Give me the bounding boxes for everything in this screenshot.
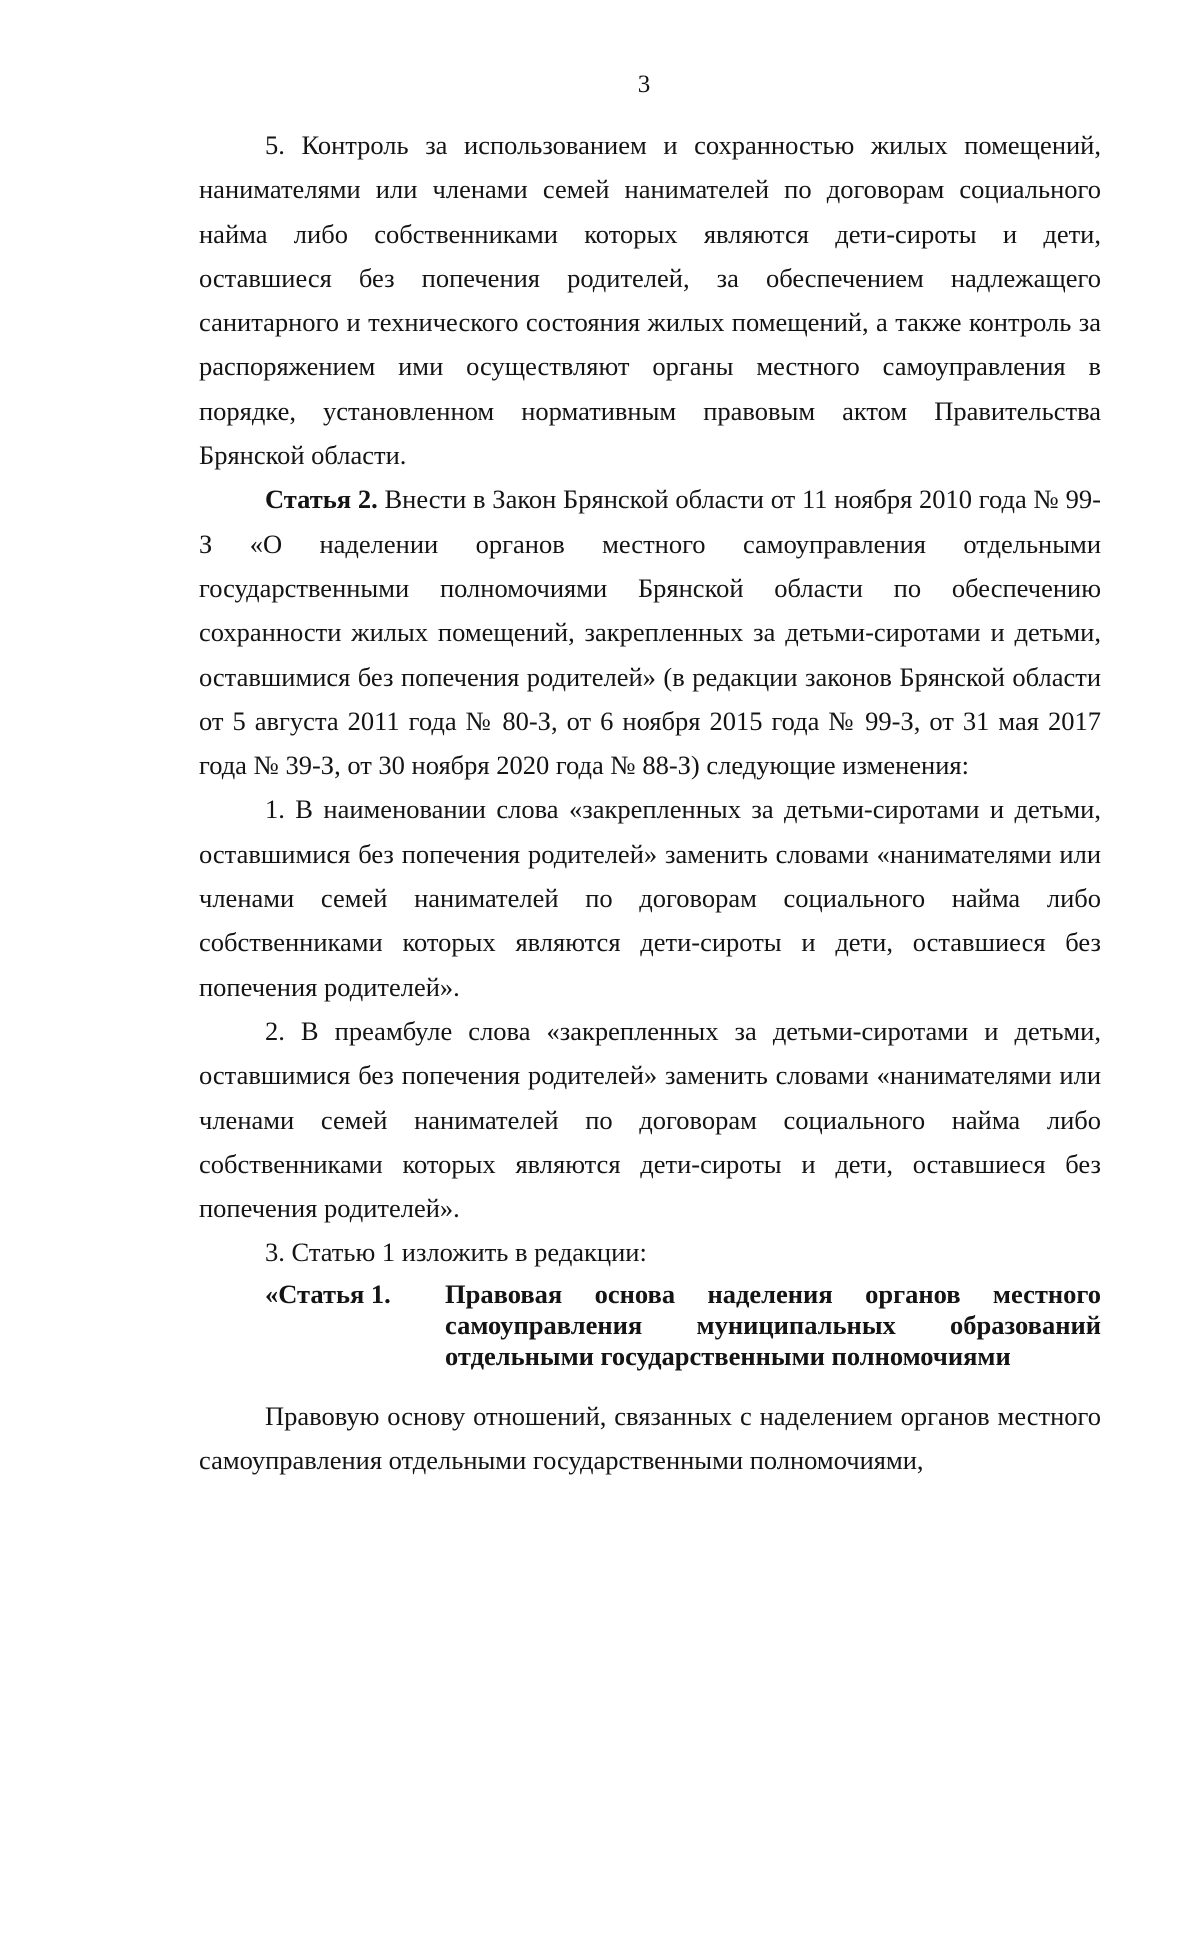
paragraph-article-2: [199, 477, 1101, 787]
article-1-title: Правовая основа наделения органов местного самоуправления муниципальных образований отдельными государственными полномочиями: [445, 1278, 1101, 1371]
paragraph-change-2: 2. В преамбуле слова «закрепленных за детьми-сиротами и детьми, оставшимися без попечения родителей» заменить словами «нанимателями или членами семей нанимателей по договорам социального найма либо собственниками которых являются дети-сироты и дети, оставшиеся без попечения родителей».: [199, 1015, 1101, 1224]
article-2-text: Внести в Закон Брянской области от 11 ноября 2010 года № 99-З «О наделении органов местного самоуправления отдельными государственными полномочиями Брянской области по обеспечению сохранности жилых помещений, закрепленных за детьми-сиротами и детьми, оставшимися без попечения родителей» (в редакции законов Брянской области от 5 августа 2011 года № 80-З, от 6 ноября 2015 года № 99-З, от 31 мая 2017 года № 39-З, от 30 ноября 2020 года № 88-З) следующие изменения:: [199, 484, 1102, 781]
article-1-label: «Статья 1.: [265, 1278, 391, 1309]
paragraph-change-1: 1. В наименовании слова «закрепленных за детьми-сиротами и детьми, оставшимися без попечения родителей» заменить словами «нанимателями или членами семей нанимателей по договорам социального найма либо собственниками которых являются дети-сироты и дети, оставшиеся без попечения родителей».: [199, 794, 1101, 1002]
paragraph-change-3: 3. Статью 1 изложить в редакции:: [265, 1237, 647, 1268]
page-number: 3: [637, 71, 651, 98]
document-body: [199, 123, 1101, 1482]
paragraph-legal-basis: Правовую основу отношений, связанных с наделением органов местного самоуправления отдельными государственными полномочиями,: [199, 1400, 1101, 1476]
article-2-label: Статья 2.: [265, 484, 378, 515]
article-1-heading: [199, 1279, 1101, 1372]
paragraph-item-5: 5. Контроль за использованием и сохранностью жилых помещений, нанимателями или членами семей нанимателей по договорам социального найма либо собственниками которых являются дети-сироты и дети, оставшиеся без попечения родителей, за обеспечением надлежащего санитарного и технического состояния жилых помещений, а также контроль за распоряжением ими осуществляют органы местного самоуправления в порядке, установленном нормативным правовым актом Правительства Брянской области.: [199, 130, 1101, 471]
